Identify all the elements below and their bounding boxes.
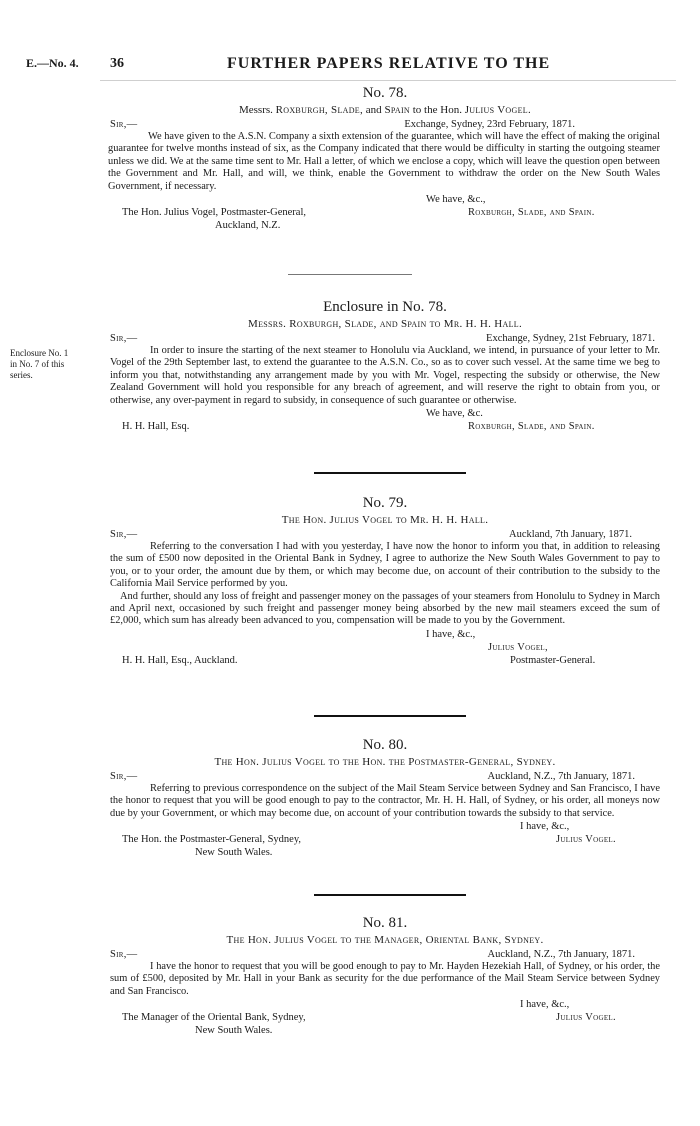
letter-parties: Messrs. Roxburgh, Slade, and Spain to the Hon. Julius Vogel. xyxy=(238,104,532,116)
letter-parties: The Hon. Julius Vogel to the Hon. the Postmaster-General, Sydney. xyxy=(214,756,556,768)
letter-body-paragraph-1: Referring to the conversation I had with you yesterday, I have now the honor to inform you that, in addition to releasing the sum of £500 now deposited in the Oriental Bank in Sydney, I agree to authorize the New South Wales Government to pay to you, or to your order, the amount due by them, or which may become due, on account of their contribution to the subsidy to the California Mail Service performed by you. xyxy=(110,541,660,590)
salutation-line xyxy=(110,948,660,961)
letter-body: In order to insure the starting of the next steamer to Honolulu via Auckland, we intend, in pursuance of your letter to Mr. Vogel of the 29th September last, to extend the guarantee to the A.S.N. Co., so as to cover such vessel. At the same time we beg to inform you that, notwithstanding any arrangement made by you with Mr. Vogel, respecting the subsidy or otherwise, the New Zealand Government will hold you responsible for any breach of agreement, and will reserve the right to obtain from you, or otherwise, any over-payment in regard to subsidy, in consequence of such guarantee or otherwise. xyxy=(110,345,660,406)
closing: We have, &c. xyxy=(426,408,483,420)
closing-line xyxy=(110,628,660,641)
dateline: Auckland, N.Z., 7th January, 1871. xyxy=(487,771,635,782)
section-divider xyxy=(288,274,412,275)
addressee: The Hon. the Postmaster-General, Sydney, xyxy=(122,834,302,846)
margin-note: Enclosure No. 1 in No. 7 of this series. xyxy=(10,348,69,380)
letter-no-79 xyxy=(110,494,660,667)
closing: I have, &c., xyxy=(520,999,570,1011)
salutation: Sir,— xyxy=(110,949,138,960)
signatory-title: Postmaster-General. xyxy=(510,654,596,666)
dateline: Auckland, 7th January, 1871. xyxy=(509,529,632,540)
letter-no-80 xyxy=(110,736,660,859)
salutation: Sir,— xyxy=(110,529,138,540)
signature-line xyxy=(110,641,660,654)
closing-line xyxy=(110,998,660,1011)
header-rule xyxy=(100,80,676,81)
closing: We have, &c., xyxy=(426,194,486,206)
letter-number: No. 79. xyxy=(362,495,408,511)
salutation-line xyxy=(110,528,660,541)
letter-parties: The Hon. Julius Vogel to the Manager, Oriental Bank, Sydney. xyxy=(226,934,544,946)
addressee-signature-line xyxy=(110,833,660,846)
signature: Roxburgh, Slade, and Spain. xyxy=(468,207,595,219)
addressee: The Manager of the Oriental Bank, Sydney, xyxy=(122,1012,306,1024)
running-title: FURTHER PAPERS RELATIVE TO THE xyxy=(227,55,551,72)
closing-line xyxy=(110,407,660,420)
enclosure-no-78 xyxy=(110,298,660,433)
letter-parties: The Hon. Julius Vogel to Mr. H. H. Hall. xyxy=(281,514,489,526)
letter-number: No. 81. xyxy=(362,915,408,931)
page-number: 36 xyxy=(110,56,124,71)
closing-line xyxy=(110,193,660,206)
dateline: Exchange, Sydney, 21st February, 1871. xyxy=(486,333,655,344)
letter-number: No. 80. xyxy=(362,737,408,753)
running-header xyxy=(26,56,676,76)
salutation-line xyxy=(110,770,660,783)
signature: Julius Vogel. xyxy=(556,834,616,846)
closing: I have, &c., xyxy=(426,628,476,640)
signature: Julius Vogel. xyxy=(556,1012,616,1024)
section-divider xyxy=(314,472,466,474)
addressee-line-2 xyxy=(110,1024,660,1037)
letter-body: We have given to the A.S.N. Company a sixth extension of the guarantee, which will have the effect of making the original guarantee for twelve months instead of six, as the Company indicated that there would be difficulty in starting the outgoing steamer unless we did. We at the same time sent to Mr. Hall a letter, of which we enclose a copy, which will leave the question open between the Government and Mr. Hall, and will, we think, enable the Government to withdraw the order on the New South Wales Government, if necessary. xyxy=(108,131,660,192)
closing: I have, &c., xyxy=(520,821,570,833)
addressee-location: New South Wales. xyxy=(195,847,273,859)
document-reference: E.—No. 4. xyxy=(26,56,79,70)
addressee-signature-line xyxy=(110,1011,660,1024)
addressee-line-2 xyxy=(110,219,660,232)
addressee-line-2 xyxy=(110,846,660,859)
section-divider xyxy=(314,715,466,717)
salutation: Sir,— xyxy=(110,771,138,782)
salutation: Sir,— xyxy=(110,119,138,130)
addressee-signature-line xyxy=(110,420,660,433)
letter-no-78 xyxy=(110,84,660,232)
addressee: The Hon. Julius Vogel, Postmaster-General, xyxy=(122,207,307,219)
salutation-line xyxy=(110,332,660,345)
addressee-location: New South Wales. xyxy=(195,1025,273,1037)
addressee-title-line xyxy=(110,654,660,667)
enclosure-heading: Enclosure in No. 78. xyxy=(323,299,447,315)
addressee-signature-line xyxy=(110,206,660,219)
signature: Julius Vogel, xyxy=(488,641,548,653)
letter-body-paragraph-2: And further, should any loss of freight and passenger money on the passages of your steamers from Honolulu to Sydney in March and April next, occasioned by such freight and passenger money being absorbed by the new mail steamers exceed the sum of £2,000, which sum has already been advanced to you, compensation will be made to you by the Government. xyxy=(110,590,660,627)
closing-line xyxy=(110,820,660,833)
letter-body: I have the honor to request that you will be good enough to pay to Mr. Hayden Hezekiah Hall, of Sydney, or his order, the sum of £500, deposited by Mr. Hall in your Bank as security for the due performance of the Mail Steam Service between Sydney and San Francisco. xyxy=(110,961,660,997)
salutation-line xyxy=(110,118,660,131)
signature: Roxburgh, Slade, and Spain. xyxy=(468,421,595,433)
enclosure-parties: Messrs. Roxburgh, Slade, and Spain to Mr. H. H. Hall. xyxy=(248,318,522,330)
addressee: H. H. Hall, Esq., Auckland. xyxy=(122,654,238,666)
letter-body: Referring to previous correspondence on the subject of the Mail Steam Service between Sydney and San Francisco, I have the honor to request that you will be good enough to pay to the contractor, Mr. H. H. Hall, of Sydney, or his order, all moneys now due by your Government, or which may become due, on account of your contribution towards the subsidy to that service. xyxy=(110,783,660,819)
dateline: Exchange, Sydney, 23rd February, 1871. xyxy=(404,119,575,130)
section-divider xyxy=(314,894,466,896)
letter-number: No. 78. xyxy=(362,85,408,101)
salutation: Sir,— xyxy=(110,333,138,344)
letter-no-81 xyxy=(110,914,660,1037)
addressee-location: Auckland, N.Z. xyxy=(215,220,281,232)
addressee: H. H. Hall, Esq. xyxy=(122,421,190,433)
dateline: Auckland, N.Z., 7th January, 1871. xyxy=(487,949,635,960)
